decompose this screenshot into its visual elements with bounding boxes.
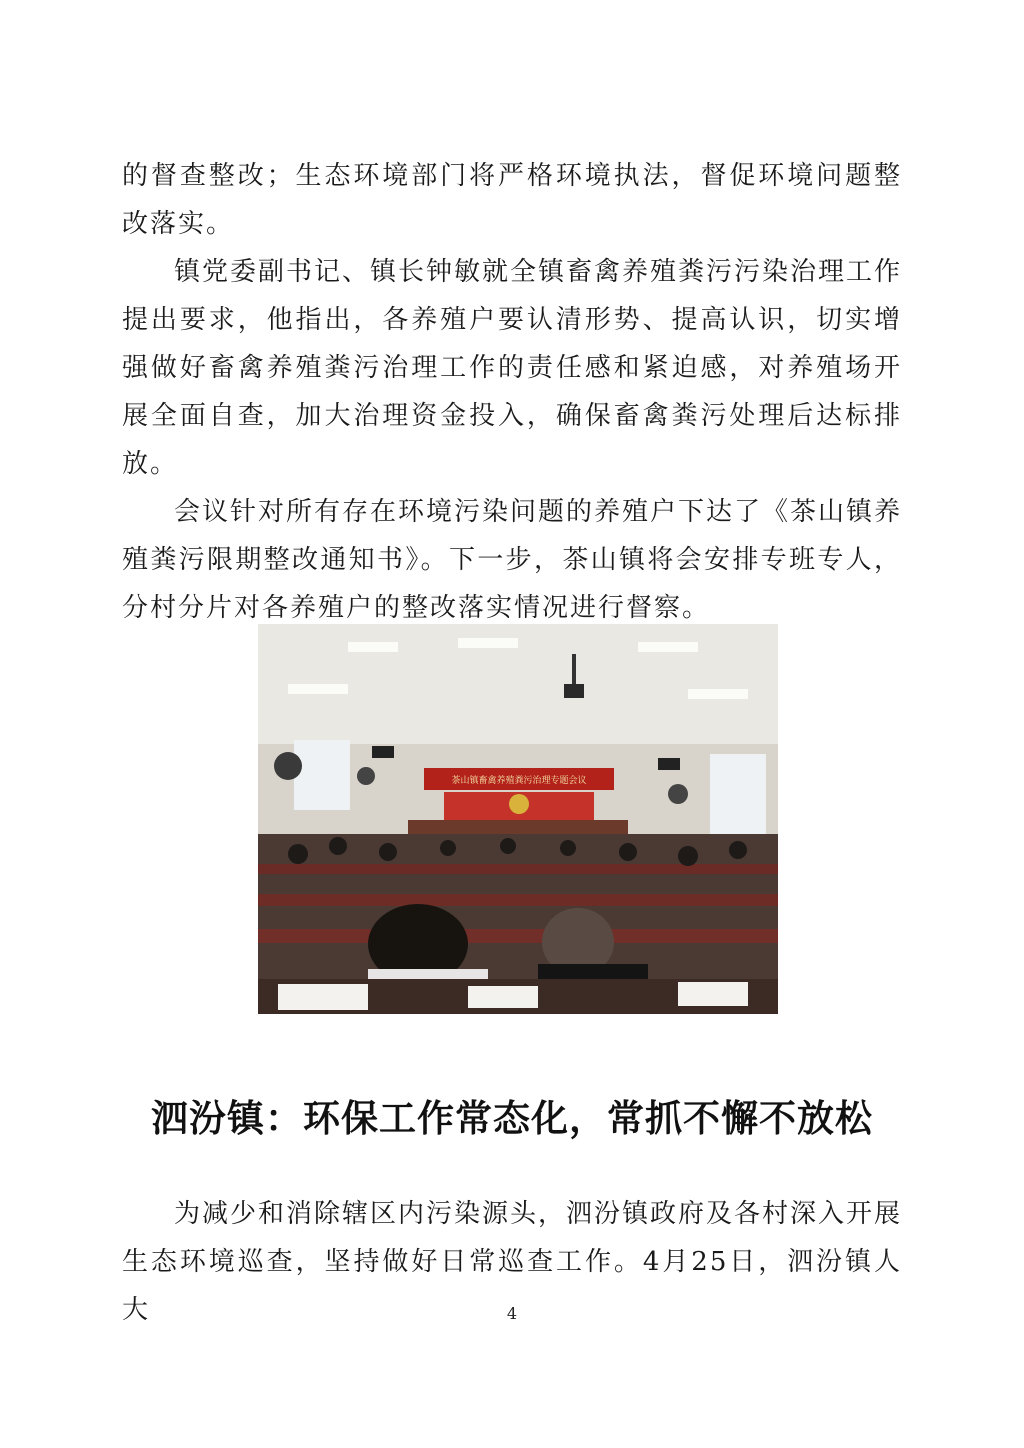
body-text-top	[122, 152, 902, 632]
paragraph: 会议针对所有存在环境污染问题的养殖户下达了《茶山镇养殖粪污限期整改通知书》。下一步，茶山镇将会安排专班专人，分村分片对各养殖户的整改落实情况进行督察。	[122, 497, 903, 623]
paragraph: 为减少和消除辖区内污染源头，泗汾镇政府及各村深入开展生态环境巡查，坚持做好日常巡查工作。4月25日，泗汾镇人大	[122, 1199, 903, 1325]
paragraph: 的督查整改；生态环境部门将严格环境执法，督促环境问题整改落实。	[122, 161, 902, 239]
banner-text: 茶山镇畜禽养殖粪污治理专题会议	[451, 776, 587, 786]
paragraph: 镇党委副书记、镇长钟敏就全镇畜禽养殖粪污污染治理工作提出要求，他指出，各养殖户要认清形势、提高认识，切实增强做好畜禽养殖粪污治理工作的责任感和紧迫感，对养殖场开展全面自查，加大治理资金投入，确保畜禽粪污处理后达标排放。	[122, 257, 903, 479]
meeting-photo-illustration	[258, 624, 778, 1014]
meeting-photo	[258, 624, 778, 1014]
page-number: 4	[506, 1304, 518, 1323]
section-title: 泗汾镇：环保工作常态化，常抓不懈不放松	[151, 1097, 873, 1140]
